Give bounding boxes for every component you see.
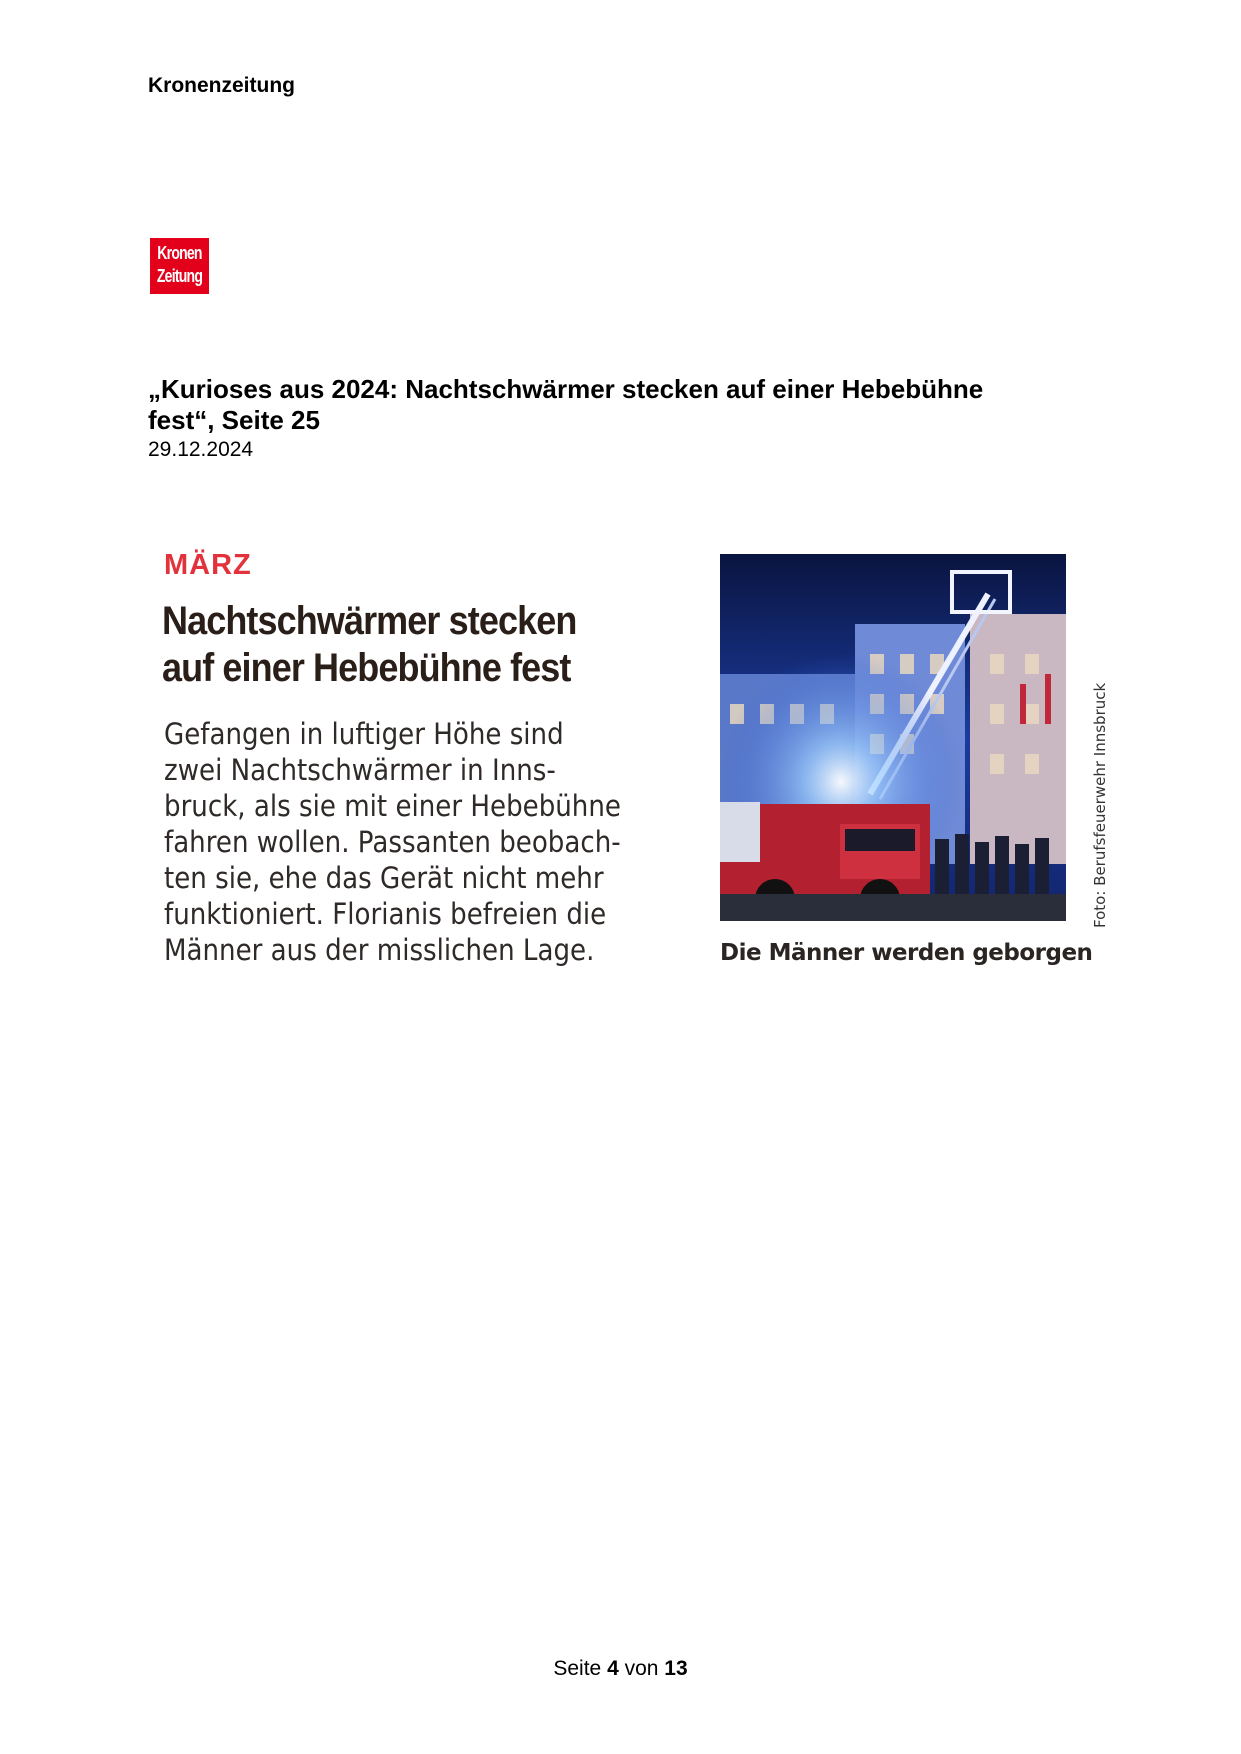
source-name: Kronenzeitung: [148, 74, 295, 97]
footer-page-number: 4: [607, 1657, 619, 1680]
headline-line-1: Nachtschwärmer stecken: [162, 599, 577, 643]
logo-line-2: Zeitung: [156, 266, 203, 286]
newspaper-clipping: [148, 530, 1109, 985]
page-footer: [0, 1657, 1241, 1681]
fire-truck-photo: [720, 554, 1066, 921]
kronen-zeitung-logo: [150, 238, 209, 294]
document-title: „Kurioses aus 2024: Nachtschwärmer stecken auf einer Hebebühne fest“, Seite 25: [148, 374, 984, 435]
logo-line-1: Kronen: [157, 243, 202, 263]
photo-caption: Die Männer werden geborgen: [720, 940, 1093, 966]
article-headline: [162, 598, 630, 692]
footer-page-total: 13: [664, 1657, 688, 1680]
headline-line-2: auf einer Hebebühne fest: [162, 646, 571, 690]
article-body: Gefangen in luftiger Höhe sind zwei Nachtschwärmer in Inns- bruck, als sie mit einer Hebebühne fahren wollen. Passanten beobach- ten sie, ehe das Gerät nicht mehr funktioniert. Florianis befreien die Männer aus der misslichen Lage.: [164, 717, 621, 967]
photo-credit: Foto: Berufsfeuerwehr Innsbruck: [1091, 682, 1109, 928]
document-date: 29.12.2024: [148, 438, 254, 461]
article-kicker: MÄRZ: [164, 549, 252, 581]
footer-middle: von: [624, 1657, 659, 1680]
footer-prefix: Seite: [553, 1657, 602, 1680]
